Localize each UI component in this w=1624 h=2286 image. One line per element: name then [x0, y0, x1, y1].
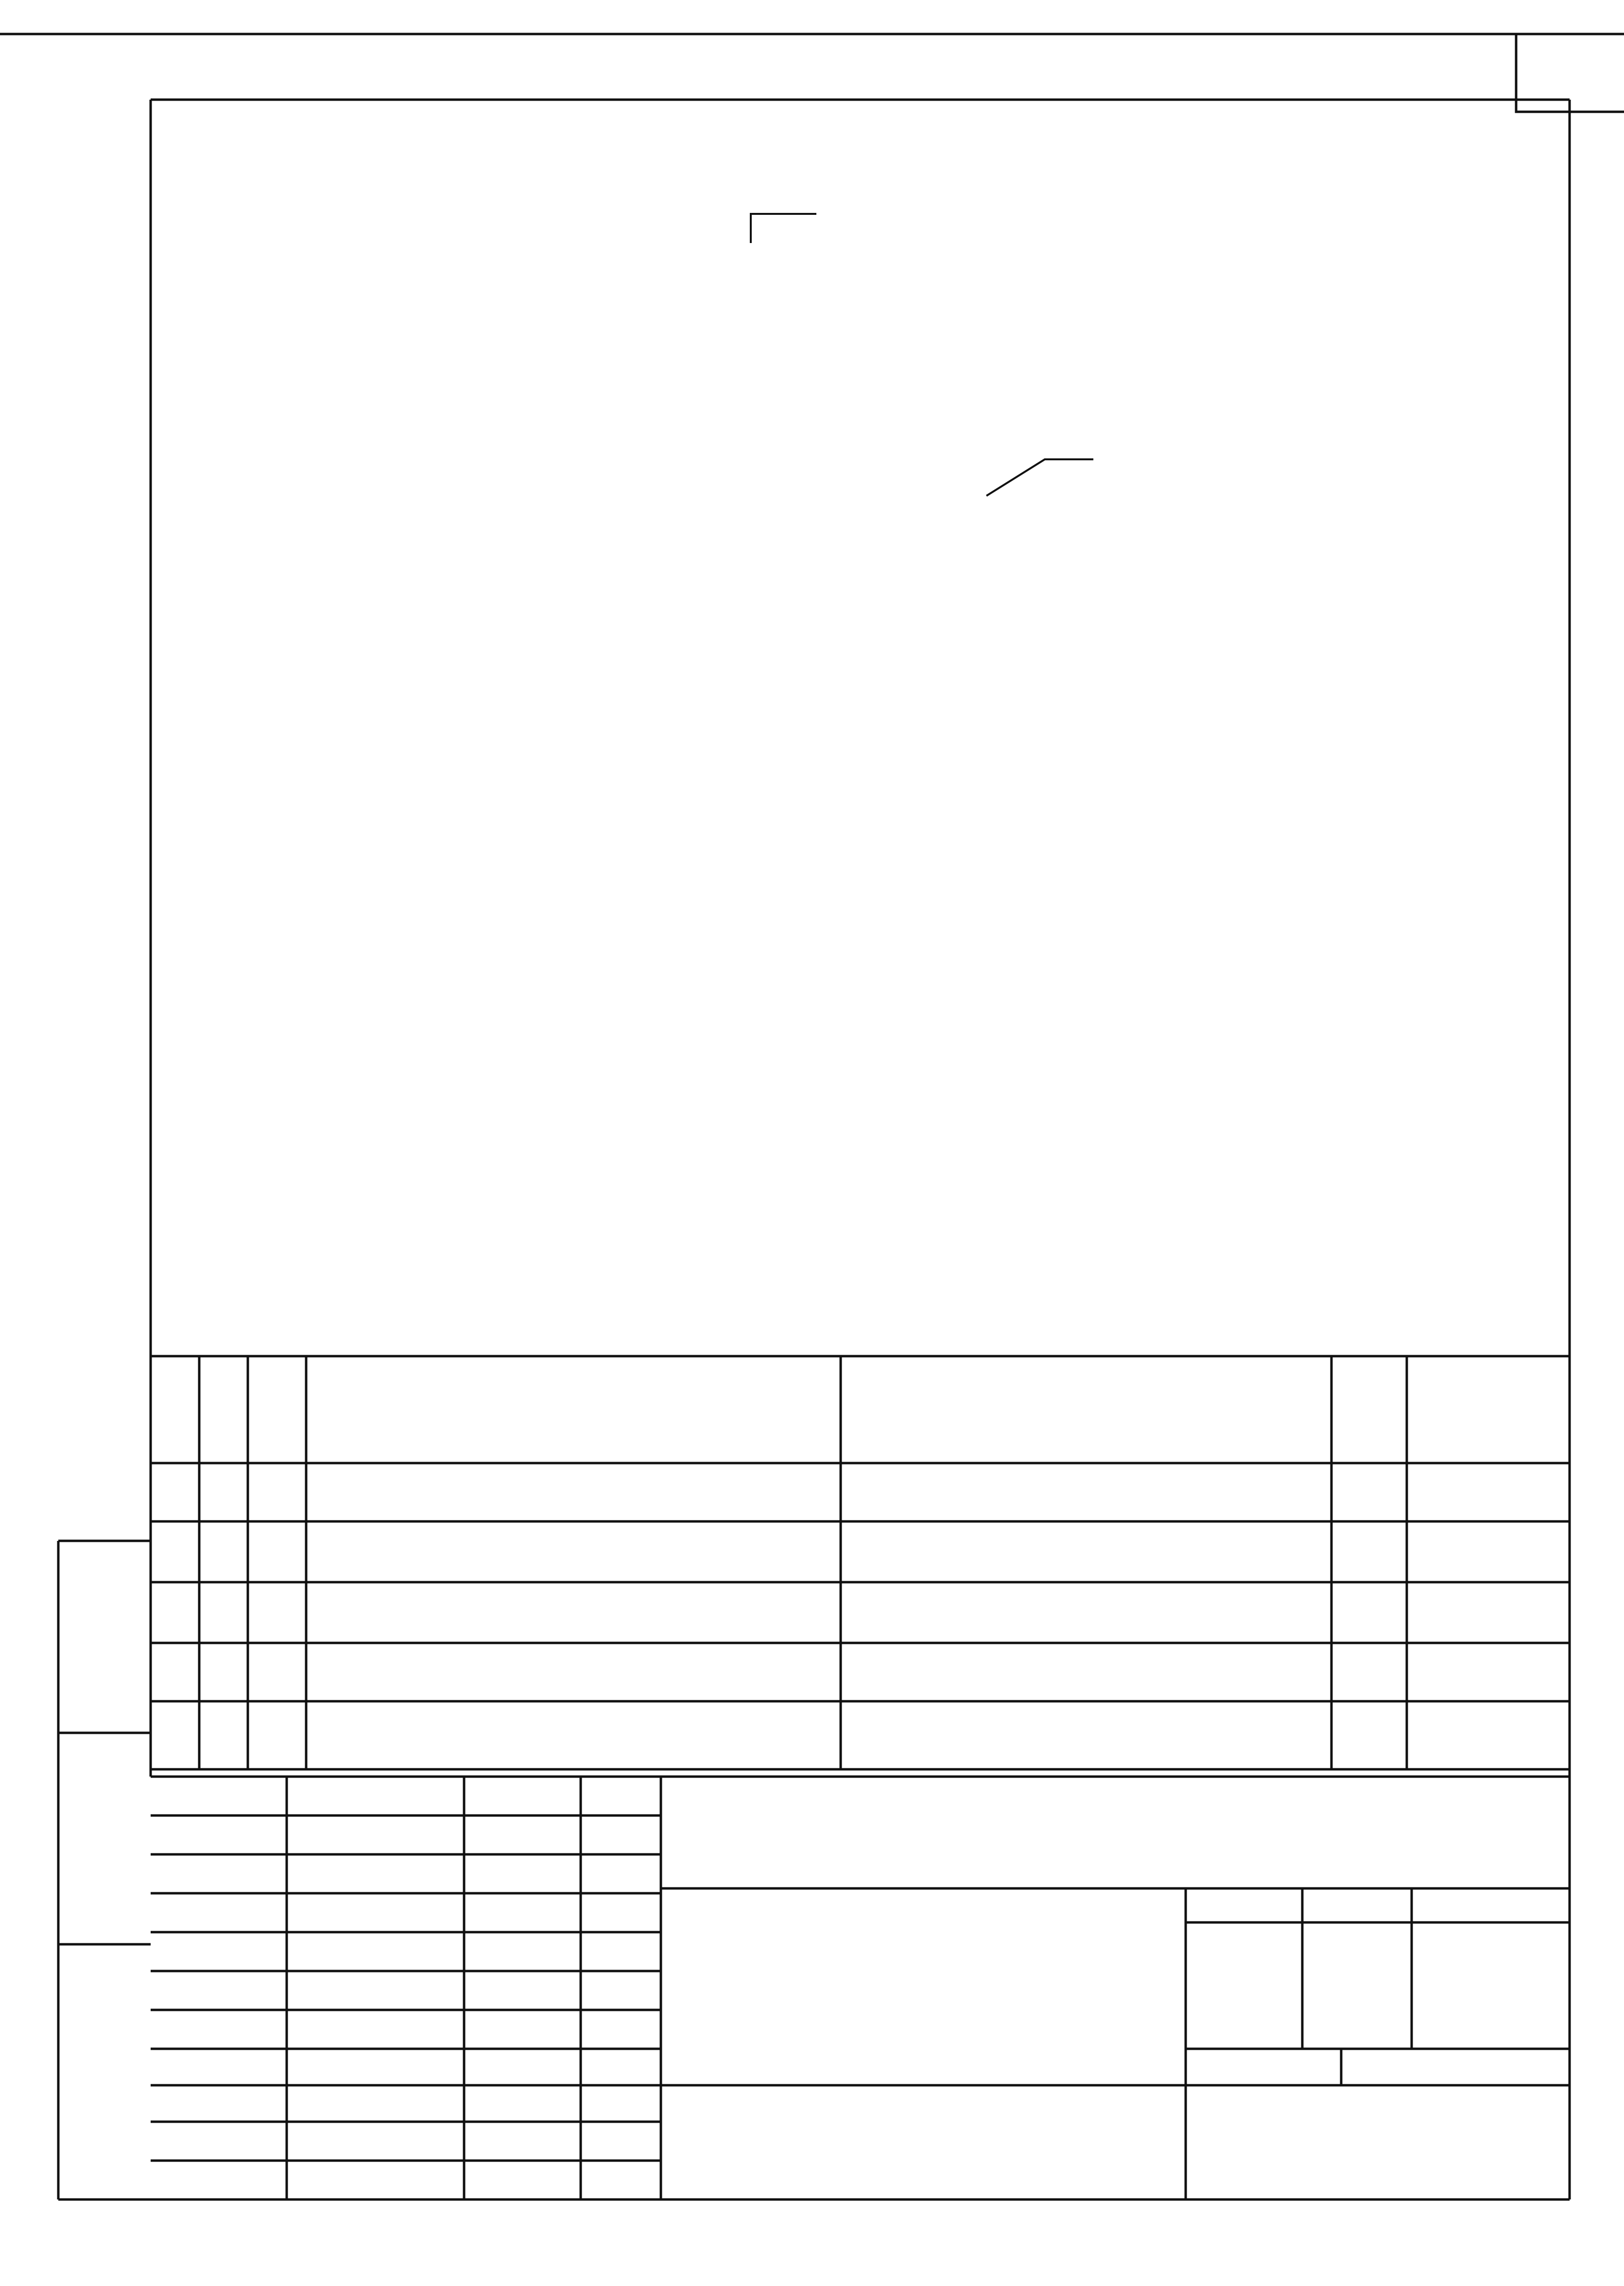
left-margin-strip [58, 1541, 151, 2199]
title-block-grid [151, 1777, 1570, 2199]
spec-table-grid [151, 1356, 1570, 1769]
